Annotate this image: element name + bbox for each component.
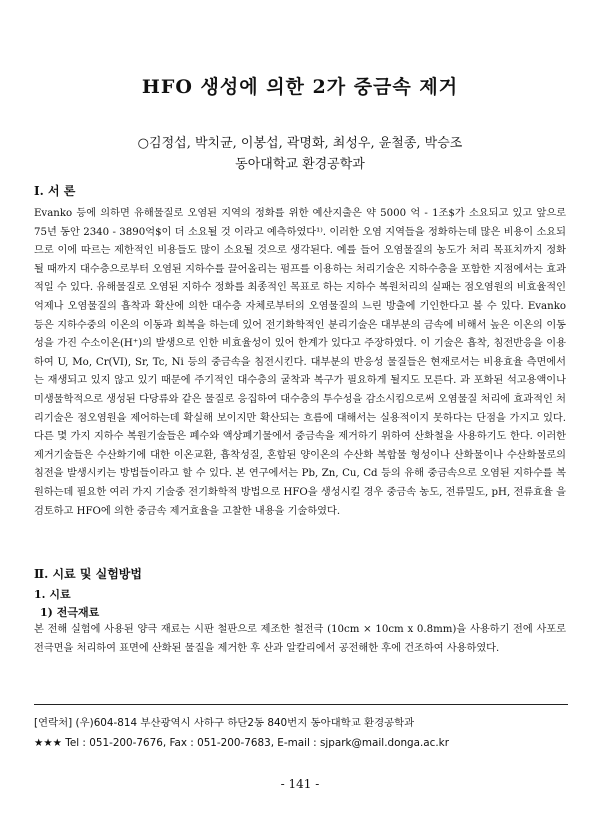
affiliation: 동아대학교 환경공학과 xyxy=(235,157,365,172)
intro-heading: Ⅰ. 서 론 xyxy=(34,184,76,198)
subsection-samples: 1. 시료 xyxy=(34,588,71,601)
contact-address: (우)604-814 부산광역시 사하구 하단2동 840번지 동아대학교 환경공학과 xyxy=(75,717,415,729)
contact-tel-fax-email: Tel : 051-200-7676, Fax : 051-200-7683, E-mail : sjpark@mail.donga.ac.kr xyxy=(65,737,449,749)
subsection-electrode: 1) 전극재료 xyxy=(40,606,100,619)
footer-divider xyxy=(34,704,568,705)
methods-heading: Ⅱ. 시료 및 실험방법 xyxy=(34,567,142,581)
contact-label: [연락처] xyxy=(34,717,73,729)
page-number: - 141 - xyxy=(280,777,320,791)
contact-phone-line xyxy=(34,734,574,753)
intro-paragraph: Evanko 등에 의하면 유해물질로 오염된 지역의 정화를 위한 예산지출은 약 5000 억 - 1조$가 소요되고 있고 앞으로 75년 동안 2340 - 3890억$이 더 소요될 것 이라고 예측하였다¹⁾. 이러한 오염 지역들을 정화하는데 많은 비용이 소요되므로 이에 따르는 제한적인 비용들도 많이 소요될 것으로 생각된다. 예를 들어 오염물질의 농도가 처리 목표치까지 정화될 때까지 대수층으로부터 오염된 지하수를 끌어올리는 펌프를 이용하는 처리기술은 지하수층을 포함한 지점에서는 효과적일 수 있다. 유해물질로 오염된 지하수 정화를 최종적인 목표로 하는 지하수 복원처리의 실패는 점오염원의 비효율적인 억제나 오염물질의 흡착과 확산에 의한 대수층 자체로부터의 오염물질의 느린 방출에 기인한다고 볼 수 있다. Evanko 등은 지하수중의 이온의 이동과 회복을 하는데 있어 전기화학적인 분리기술은 대부분의 금속에 비해서 높은 이온의 이동성을 가진 수소이온(H⁺)의 발생으로 인한 비효율성이 있어 한계가 있다고 주장하였다. 이 기술은 흡착, 침전반응을 이용하여 U, Mo, Cr(VI), Sr, Tc, Ni 등의 중금속을 침전시킨다. 대부분의 반응성 물질들은 현재로서는 비용효율 측면에서는 재생되고 있지 않고 있기 때문에 주기적인 대수층의 굴착과 복구가 필요하게 될지도 모른다. 과 포화된 석고용액이나 미생물학적으로 생성된 다당류와 같은 물질로 응집하여 대수층의 투수성을 감소시킴으로써 오염물질 처리에 효과적인 처리기술은 점오염원을 제어하는데 확실해 보이지만 확산되는 흐름에 대해서는 실용적이지 못하다는 단점을 가지고 있다. 다른 몇 가지 지하수 복원기술들은 폐수와 액상폐기물에서 중금속을 제거하기 위하여 산화철을 사용하기도 한다. 이러한 제거기술들은 수산화기에 대한 이온교환, 흡착성질, 혼합된 양이온의 수산화 복합물 형성이나 산화물이나 수산화물로의 침전을 발생시키는 방법들이라고 할 수 있다. 본 연구에서는 Pb, Zn, Cu, Cd 등의 유해 중금속으로 오염된 지하수를 복원하는데 필요한 여러 가지 기술중 전기화학적 방법으로 HFO을 생성시킬 경우 중금속 농도, 전류밀도, pH, 전류효율 을 검토하고 HFO에 의한 중금속 제거효율을 고찰한 내용을 기술하였다. xyxy=(34,208,566,517)
author-list: ○김정섭, 박치균, 이봉섭, 곽명화, 최성우, 윤철종, 박승조 xyxy=(137,136,463,151)
author-block xyxy=(0,133,600,175)
methods-paragraph: 본 전해 실험에 사용된 양극 재료는 시판 철판으로 제조한 철전극 (10cm × 10cm x 0.8mm)을 사용하기 전에 사포로 전극면을 처리하여 표면에 산화된 물질을 제거한 후 산과 알칼리에서 공전해한 후에 건조하여 사용하였다. xyxy=(34,624,566,654)
paper-title: HFO 생성에 의한 2가 중금속 제거 xyxy=(141,76,459,98)
contact-address-line xyxy=(34,714,574,733)
star-marks: ★★★ xyxy=(34,737,62,749)
